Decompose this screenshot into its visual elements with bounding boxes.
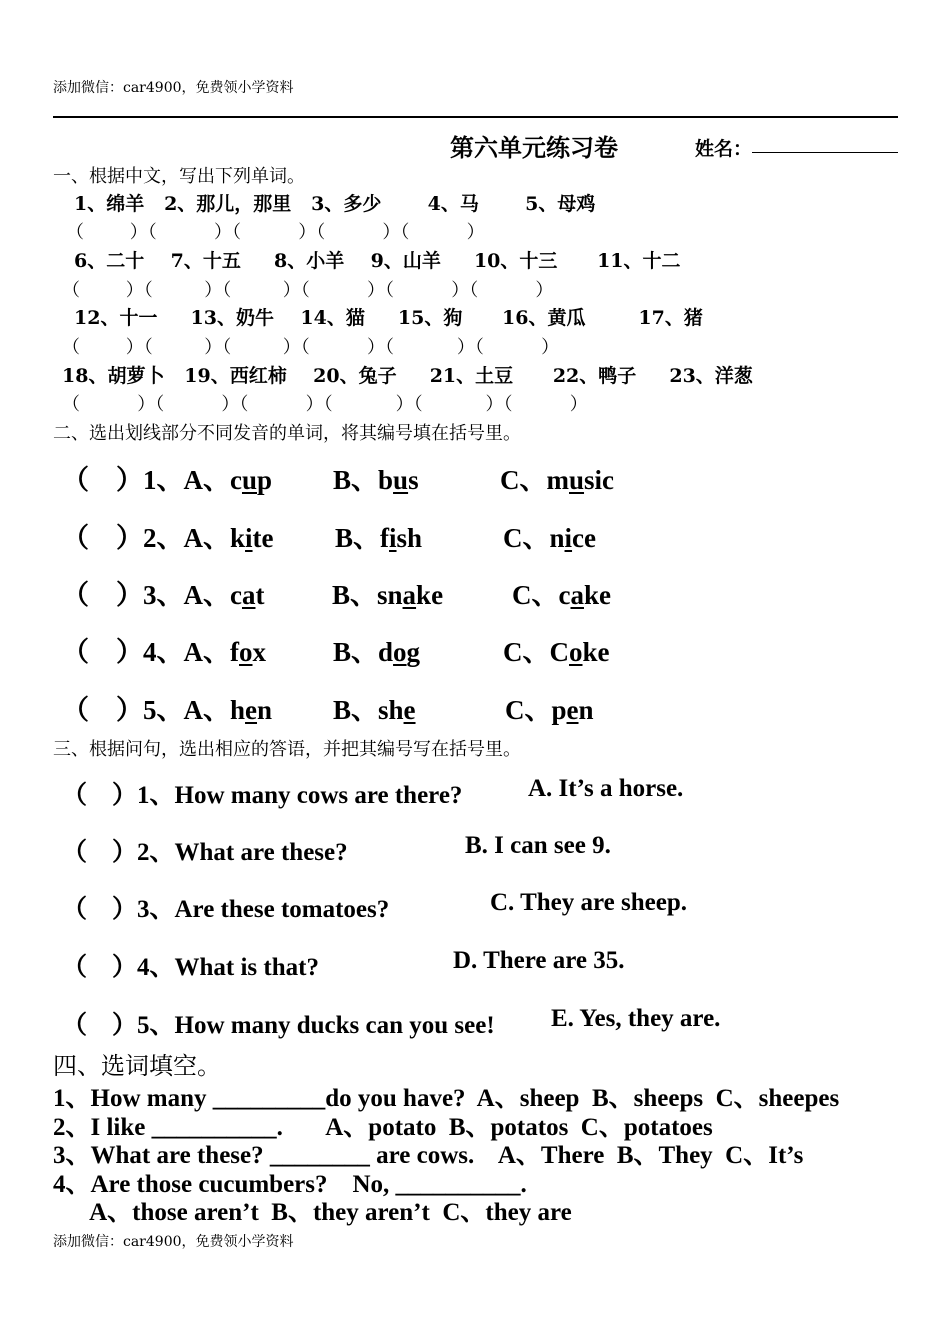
section2-word-c: cake — [558, 580, 611, 610]
section1-words-row: 12、十一 13、奶牛 14、猫 15、狗 16、黄瓜 17、猪 — [74, 307, 703, 329]
option-label: B、 — [333, 465, 379, 495]
section1-blank-row[interactable]: （ ）（ ）（ ）（ ）（ ） — [66, 222, 485, 243]
section3-question: （ ）3、Are these tomatoes? — [62, 896, 390, 923]
section2-word-c: music — [546, 465, 615, 495]
section2-option-c — [503, 516, 596, 555]
option-label: C、 — [500, 465, 547, 495]
option-label: B、 — [332, 580, 378, 610]
section2-word-b: fish — [380, 523, 423, 553]
section1-words-row: 1、绵羊 2、那儿，那里 3、多少 4、马 5、母鸡 — [74, 193, 596, 215]
watermark-bottom: 添加微信：car4900，免费领小学资料 — [53, 1234, 294, 1250]
section2-word-c: nice — [549, 523, 597, 553]
section3-answer: E. Yes, they are. — [551, 1005, 721, 1032]
watermark-top: 添加微信：car4900，免费领小学资料 — [53, 80, 294, 96]
section3-answer: C. They are sheep. — [490, 889, 687, 916]
section1-words-row: 6、二十 7、十五 8、小羊 9、山羊 10、十三 11、十二 — [74, 250, 681, 272]
name-field[interactable] — [752, 152, 898, 153]
section2-option-c — [512, 573, 611, 612]
option-label: C、 — [512, 580, 559, 610]
section2-option-a — [62, 573, 264, 612]
option-label: B、 — [333, 637, 379, 667]
section4-line: 2、I like __________. A、potato B、potatos C、potatoes — [53, 1114, 713, 1141]
section2-word-b: she — [378, 695, 416, 725]
section2-word-a: cat — [230, 580, 265, 610]
option-label: B、 — [335, 523, 381, 553]
section1-blank-row[interactable]: （ ）（ ）（ ）（ ）（ ）（ ） — [62, 394, 588, 415]
section1-blank-row[interactable]: （ ）（ ）（ ）（ ）（ ）（ ） — [62, 280, 554, 301]
section3-answer: B. I can see 9. — [465, 832, 611, 859]
section3-question: （ ）2、What are these? — [62, 839, 348, 866]
section2-option-a — [62, 630, 266, 669]
section2-word-b: snake — [377, 580, 444, 610]
section2-item-number: （ ）3、A、 — [62, 580, 230, 610]
section4-line: 4、Are those cucumbers? No, __________. — [53, 1171, 527, 1198]
section2-item-number: （ ）2、A、 — [62, 523, 230, 553]
section2-item-number: （ ）5、A、 — [62, 695, 230, 725]
option-label: B、 — [333, 695, 379, 725]
section2-option-b — [335, 516, 422, 555]
section2-word-a: kite — [230, 523, 274, 553]
section2-option-c — [505, 688, 594, 727]
section2-item-number: （ ）1、A、 — [62, 465, 230, 495]
header-rule — [53, 116, 898, 118]
section2-option-b — [333, 458, 419, 497]
section2-option-a — [62, 516, 274, 555]
section1-words-row: 18、胡萝卜 19、西红柿 20、兔子 21、土豆 22、鸭子 23、洋葱 — [62, 365, 753, 387]
name-label: 姓名： — [695, 138, 753, 160]
section2-word-c: Coke — [549, 637, 610, 667]
section3-question: （ ）4、What is that? — [62, 954, 319, 981]
section1-blank-row[interactable]: （ ）（ ）（ ）（ ）（ ）（ ） — [62, 337, 560, 358]
section2-word-b: bus — [378, 465, 419, 495]
section2-heading: 二、选出划线部分不同发音的单词，将其编号填在括号里。 — [53, 423, 521, 444]
section2-option-a — [62, 458, 272, 497]
section2-word-a: hen — [230, 695, 273, 725]
section4-line: 1、How many _________do you have? A、sheep B、sheeps C、sheepes — [53, 1085, 840, 1112]
section2-option-b — [333, 630, 420, 669]
section2-option-c — [503, 630, 610, 669]
section3-answer: A. It’s a horse. — [528, 775, 684, 802]
section2-word-a: cup — [230, 465, 273, 495]
section2-word-b: dog — [378, 637, 421, 667]
section2-word-c: pen — [551, 695, 594, 725]
section2-item-number: （ ）4、A、 — [62, 637, 230, 667]
section2-option-a — [62, 688, 272, 727]
section3-heading: 三、根据问句，选出相应的答语，并把其编号写在括号里。 — [53, 739, 521, 760]
option-label: C、 — [505, 695, 552, 725]
section3-question: （ ）1、How many cows are there? — [62, 782, 463, 809]
section2-option-c — [500, 458, 614, 497]
option-label: C、 — [503, 637, 550, 667]
section2-word-a: fox — [230, 637, 266, 667]
section1-heading: 一、根据中文，写出下列单词。 — [53, 166, 305, 187]
section4-line: A、those aren’t B、they aren’t C、they are — [53, 1199, 572, 1226]
section3-question: （ ）5、How many ducks can you see! — [62, 1012, 495, 1039]
section3-answer: D. There are 35. — [453, 947, 625, 974]
page-title: 第六单元练习卷 — [450, 133, 618, 162]
option-label: C、 — [503, 523, 550, 553]
section2-option-b — [333, 688, 416, 727]
section4-line: 3、What are these? ________ are cows. A、There B、They C、It’s — [53, 1142, 804, 1169]
section2-option-b — [332, 573, 443, 612]
section4-heading: 四、选词填空。 — [53, 1052, 221, 1080]
